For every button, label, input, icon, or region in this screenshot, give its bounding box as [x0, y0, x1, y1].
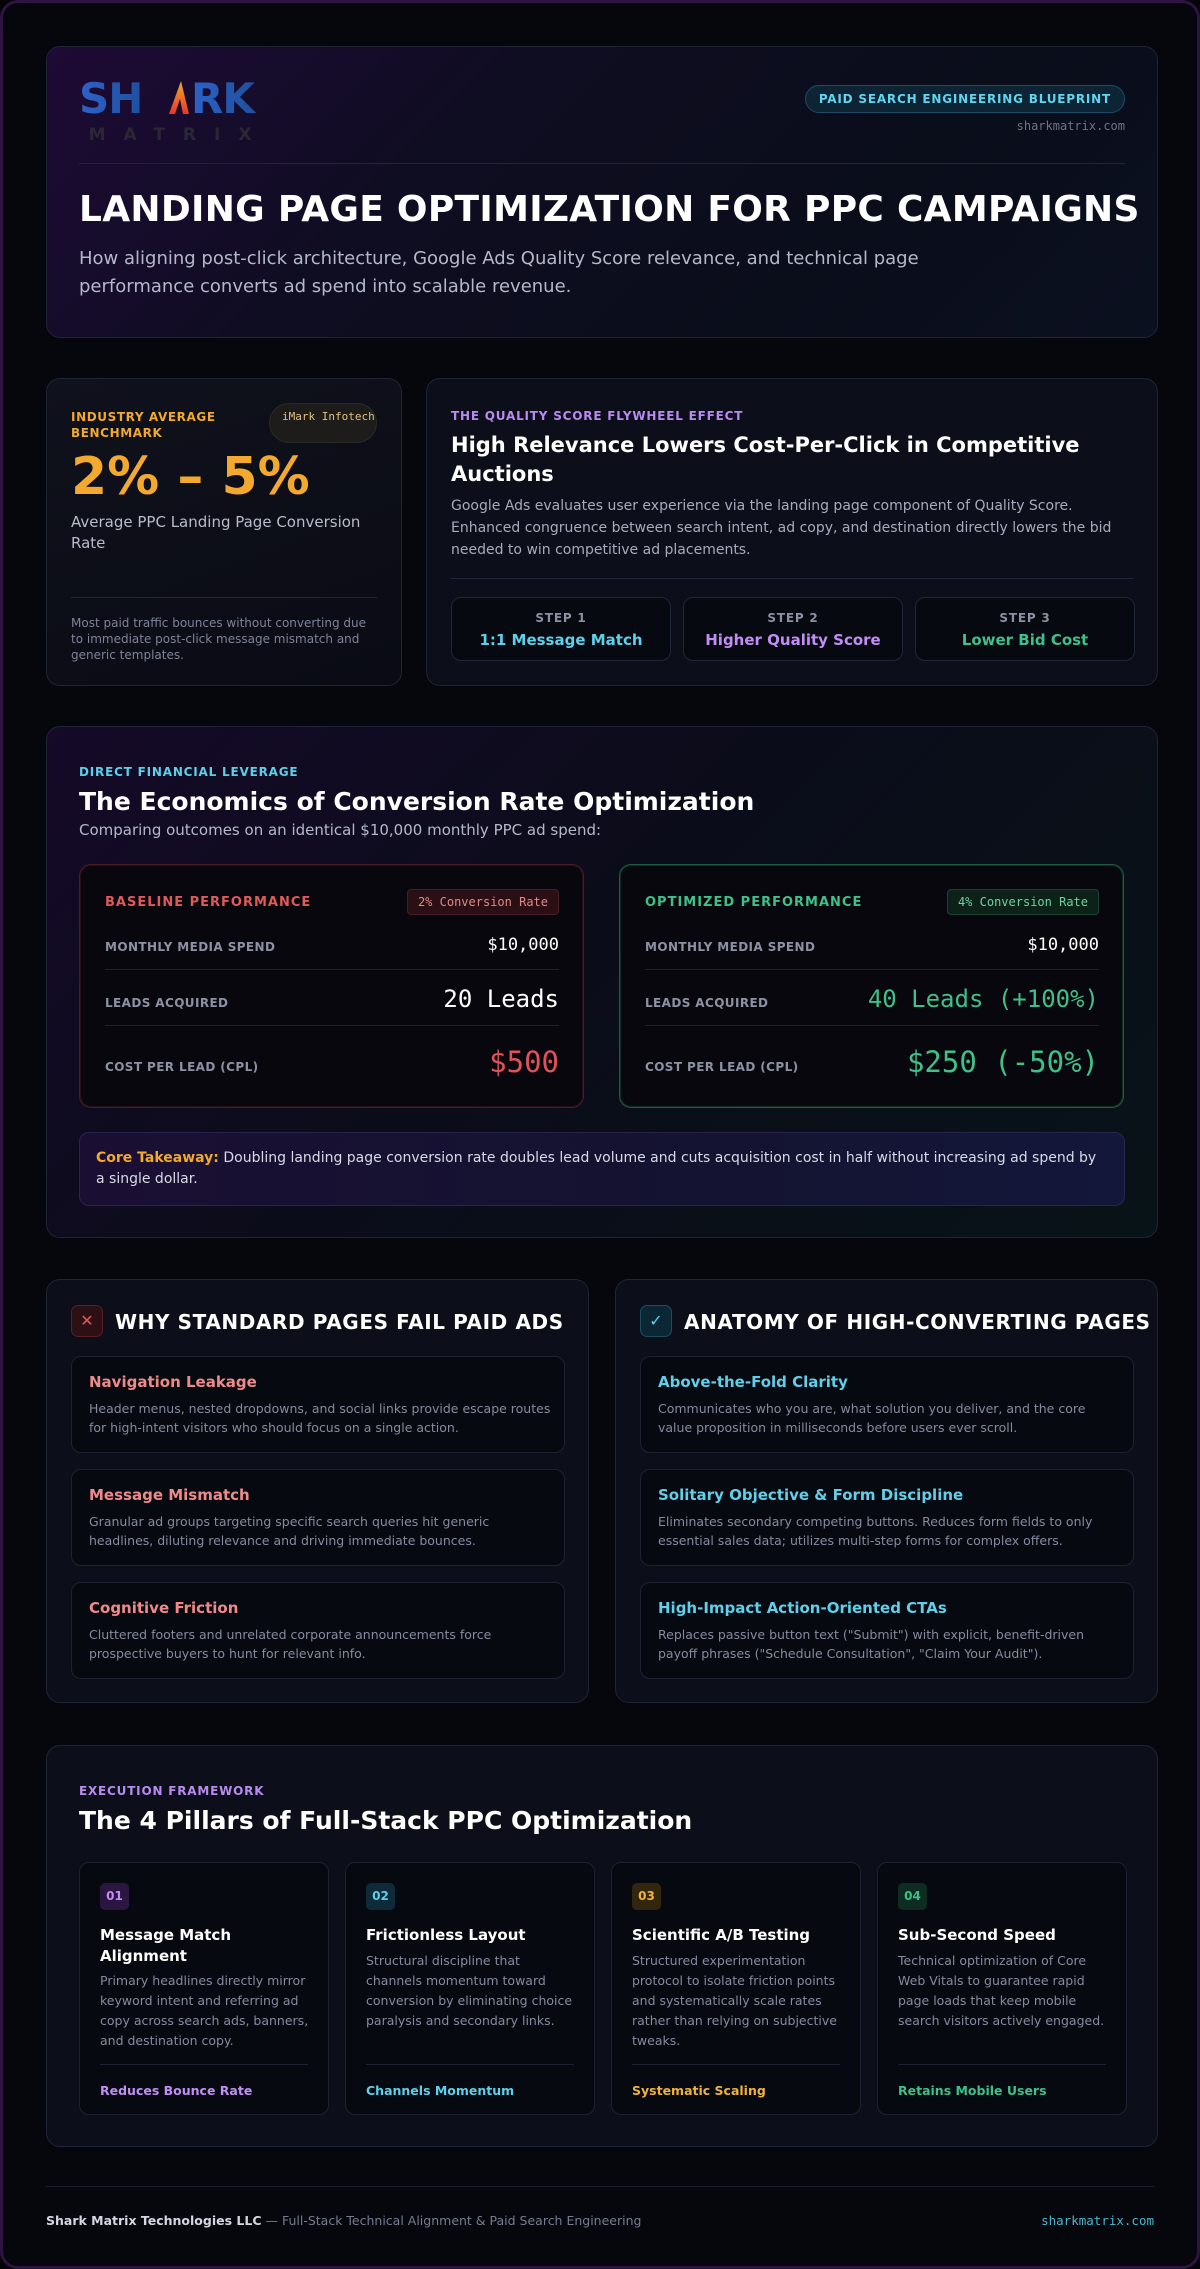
metric-label: LEADS ACQUIRED	[645, 996, 769, 1010]
fail-item-desc: Granular ad groups targeting specific search queries hit generic headlines, diluting relevance and driving immediate bounces.	[89, 1514, 490, 1548]
quality-score-divider	[451, 578, 1133, 579]
step-number: STEP 1	[535, 611, 587, 625]
takeaway-label: Core Takeaway:	[96, 1150, 219, 1166]
anatomy-item-desc: Eliminates secondary competing buttons. Reduces form fields to only essential sales data; utilizes multi-step forms for complex offers.	[658, 1514, 1093, 1548]
pillar-title: Message Match Alignment	[100, 1926, 232, 1965]
step-number: STEP 3	[999, 611, 1051, 625]
pillar-desc: Primary headlines directly mirror keyword intent and referring ad copy across search ads, banners, and destination copy.	[100, 1973, 309, 2048]
row-divider	[645, 969, 1099, 970]
pillar-outcome: Systematic Scaling	[632, 2083, 766, 2098]
logo-subtext: MATRIX	[88, 125, 270, 145]
blueprint-badge: PAID SEARCH ENGINEERING BLUEPRINT	[805, 85, 1125, 113]
anatomy-item-title: High-Impact Action-Oriented CTAs	[658, 1599, 947, 1617]
metric-label: COST PER LEAD (CPL)	[105, 1060, 259, 1074]
benchmark-card	[46, 378, 402, 686]
row-divider	[645, 1025, 1099, 1026]
pillar-desc: Technical optimization of Core Web Vitals to guarantee rapid page loads that keep mobile search visitors actively engaged.	[898, 1953, 1105, 2028]
metric-label: MONTHLY MEDIA SPEND	[105, 940, 276, 954]
anatomy-panel	[615, 1279, 1158, 1703]
flywheel-step-2	[683, 597, 903, 661]
quality-score-body: Google Ads evaluates user experience via the landing page component of Quality Score. Enhanced congruence between search intent, ad copy, and destination directly lowers the bid needed to win competitive ad placements.	[451, 498, 1112, 558]
fail-item-desc: Cluttered footers and unrelated corporate announcements force prospective buyers to hunt for relevant info.	[89, 1627, 492, 1661]
benchmark-caption: Average PPC Landing Page Conversion Rate	[71, 513, 361, 552]
pillars-label: EXECUTION FRAMEWORK	[79, 1784, 265, 1798]
svg-text:SH: SH	[79, 77, 143, 117]
step-label: Lower Bid Cost	[961, 631, 1089, 649]
anatomy-item	[640, 1582, 1134, 1679]
baseline-rate-chip: 2% Conversion Rate	[407, 889, 559, 915]
economics-subtitle: Comparing outcomes on an identical $10,000 monthly PPC ad spend:	[79, 821, 602, 839]
row-divider	[105, 969, 559, 970]
pillar-title: Scientific A/B Testing	[632, 1926, 811, 1944]
metric-value: $10,000	[487, 935, 559, 955]
header-panel	[46, 46, 1158, 338]
pillar-title: Frictionless Layout	[366, 1926, 526, 1944]
fail-title: WHY STANDARD PAGES FAIL PAID ADS	[115, 1310, 564, 1334]
pillar-card	[877, 1862, 1127, 2115]
pillar-card	[79, 1862, 329, 2115]
fail-item-title: Navigation Leakage	[89, 1373, 257, 1391]
pillars-title: The 4 Pillars of Full-Stack PPC Optimization	[79, 1806, 693, 1835]
benchmark-source-tag: iMark Infotech	[269, 403, 377, 443]
pillar-outcome: Channels Momentum	[366, 2083, 515, 2098]
optimized-rate-chip: 4% Conversion Rate	[947, 889, 1099, 915]
benchmark-note: Most paid traffic bounces without converting due to immediate post-click message mismatch and generic templates.	[71, 616, 366, 662]
anatomy-item-desc: Communicates who you are, what solution you deliver, and the core value proposition in milliseconds before users ever scroll.	[658, 1401, 1086, 1435]
pillar-divider	[366, 2064, 574, 2065]
pillar-divider	[100, 2064, 308, 2065]
anatomy-item-title: Above-the-Fold Clarity	[658, 1373, 848, 1391]
pillars-panel	[46, 1745, 1158, 2147]
step-label: 1:1 Message Match	[479, 631, 643, 649]
anatomy-item-title: Solitary Objective & Form Discipline	[658, 1486, 964, 1504]
benchmark-value: 2% – 5%	[71, 447, 310, 507]
flywheel-step-1	[451, 597, 671, 661]
metric-label: MONTHLY MEDIA SPEND	[645, 940, 816, 954]
quality-score-card	[426, 378, 1158, 686]
fail-item	[71, 1582, 565, 1679]
footer-divider	[46, 2186, 1154, 2187]
quality-score-title: High Relevance Lowers Cost-Per-Click in Competitive Auctions	[451, 433, 1080, 486]
takeaway-text: Doubling landing page conversion rate doubles lead volume and cuts acquisition cost in half without increasing ad spend by a single dollar.	[96, 1150, 1097, 1187]
flywheel-step-3	[915, 597, 1135, 661]
fail-item	[71, 1356, 565, 1453]
benchmark-divider	[71, 597, 377, 598]
pillar-card	[611, 1862, 861, 2115]
pillar-divider	[632, 2064, 840, 2065]
page-subtitle: How aligning post-click architecture, Google Ads Quality Score relevance, and technical page performance converts ad spend into scalable revenue.	[79, 248, 919, 297]
svg-text:RK: RK	[191, 77, 254, 117]
core-takeaway	[79, 1132, 1125, 1206]
check-icon: ✓	[640, 1305, 672, 1337]
pillar-number: 03	[632, 1883, 661, 1910]
why-pages-fail-panel	[46, 1279, 589, 1703]
step-number: STEP 2	[767, 611, 819, 625]
step-label: Higher Quality Score	[705, 631, 881, 649]
pillar-number: 01	[100, 1883, 129, 1910]
baseline-performance-card	[79, 864, 584, 1108]
fail-item-desc: Header menus, nested dropdowns, and social links provide escape routes for high-intent visitors who should focus on a single action.	[89, 1401, 551, 1435]
header-site-link[interactable]: sharkmatrix.com	[1016, 119, 1125, 133]
logo-wordmark	[79, 77, 299, 117]
optimized-heading: OPTIMIZED PERFORMANCE	[645, 895, 863, 910]
pillar-title: Sub-Second Speed	[898, 1926, 1056, 1944]
metric-value: 40 Leads (+100%)	[867, 985, 1099, 1013]
economics-title: The Economics of Conversion Rate Optimization	[79, 787, 755, 816]
pillar-outcome: Retains Mobile Users	[898, 2083, 1047, 2098]
metric-value: 20 Leads	[443, 985, 559, 1013]
pillar-outcome: Reduces Bounce Rate	[100, 2083, 253, 2098]
page-title: LANDING PAGE OPTIMIZATION FOR PPC CAMPAIGNS	[79, 189, 1140, 230]
close-icon: ✕	[71, 1305, 103, 1337]
fail-item-title: Cognitive Friction	[89, 1599, 239, 1617]
pillar-number: 02	[366, 1883, 395, 1910]
baseline-heading: BASELINE PERFORMANCE	[105, 895, 312, 910]
footer-company: Shark Matrix Technologies LLC	[46, 2213, 262, 2228]
shark-matrix-logo	[79, 77, 299, 147]
metric-value: $10,000	[1027, 935, 1099, 955]
pillar-card	[345, 1862, 595, 2115]
anatomy-item-desc: Replaces passive button text ("Submit") with explicit, benefit-driven payoff phrases ("Schedule Consultation", "Claim Your Audit").	[658, 1627, 1085, 1661]
metric-value: $500	[489, 1045, 559, 1079]
quality-score-label: THE QUALITY SCORE FLYWHEEL EFFECT	[451, 409, 744, 423]
pillar-desc: Structural discipline that channels momentum toward conversion by eliminating choice paralysis and secondary links.	[366, 1953, 573, 2028]
metric-value: $250 (-50%)	[906, 1045, 1099, 1079]
header-divider	[79, 163, 1125, 164]
row-divider	[105, 1025, 559, 1026]
pillar-number: 04	[898, 1883, 927, 1910]
anatomy-item	[640, 1356, 1134, 1453]
economics-panel	[46, 726, 1158, 1238]
optimized-performance-card	[619, 864, 1124, 1108]
economics-label: DIRECT FINANCIAL LEVERAGE	[79, 765, 299, 779]
footer-site-link[interactable]: sharkmatrix.com	[1041, 2213, 1154, 2228]
footer-text	[46, 2213, 641, 2228]
metric-label: COST PER LEAD (CPL)	[645, 1060, 799, 1074]
benchmark-label: INDUSTRY AVERAGE BENCHMARK	[71, 410, 216, 440]
anatomy-title: ANATOMY OF HIGH-CONVERTING PAGES	[684, 1310, 1151, 1334]
fail-item-title: Message Mismatch	[89, 1486, 250, 1504]
anatomy-item	[640, 1469, 1134, 1566]
footer-tagline: — Full-Stack Technical Alignment & Paid Search Engineering	[261, 2213, 642, 2228]
fail-item	[71, 1469, 565, 1566]
pillar-divider	[898, 2064, 1106, 2065]
metric-label: LEADS ACQUIRED	[105, 996, 229, 1010]
pillar-desc: Structured experimentation protocol to isolate friction points and systematically scale rates rather than relying on subjective tweaks.	[632, 1953, 837, 2048]
